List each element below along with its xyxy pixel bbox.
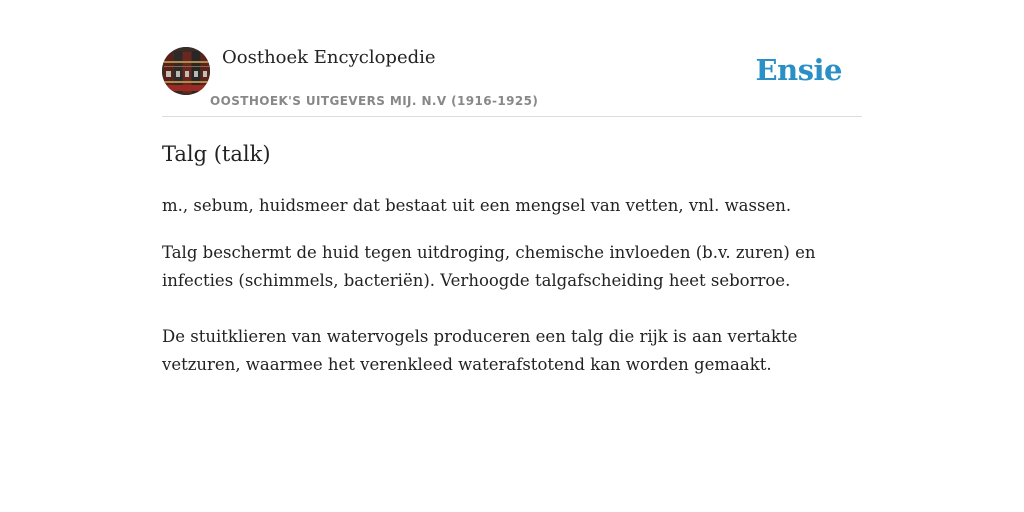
book-spines-icon [162, 47, 210, 95]
source-subtitle: OOSTHOEK'S UITGEVERS MIJ. N.V (1916-1925) [210, 94, 539, 108]
ensie-logo[interactable]: Ensie [755, 53, 842, 87]
source-title[interactable]: Oosthoek Encyclopedie [222, 47, 436, 68]
source-avatar[interactable] [162, 47, 210, 95]
article-paragraph: Talg beschermt de huid tegen uitdroging, chemische invloeden (b.v. zuren) en infecties (schimmels, bacteriën). Verhoogde talgafscheiding heet seborroe. [162, 243, 816, 290]
article-paragraph: De stuitklieren van watervogels produceren een talg die rijk is aan vertakte vetzuren, waarmee het verenkleed waterafstotend kan worden gemaakt. [162, 327, 798, 374]
article-title: Talg (talk) [162, 142, 271, 166]
source-header [162, 46, 862, 117]
article-paragraph: m., sebum, huidsmeer dat bestaat uit een mengsel van vetten, vnl. wassen. [162, 196, 792, 215]
article [162, 138, 862, 379]
